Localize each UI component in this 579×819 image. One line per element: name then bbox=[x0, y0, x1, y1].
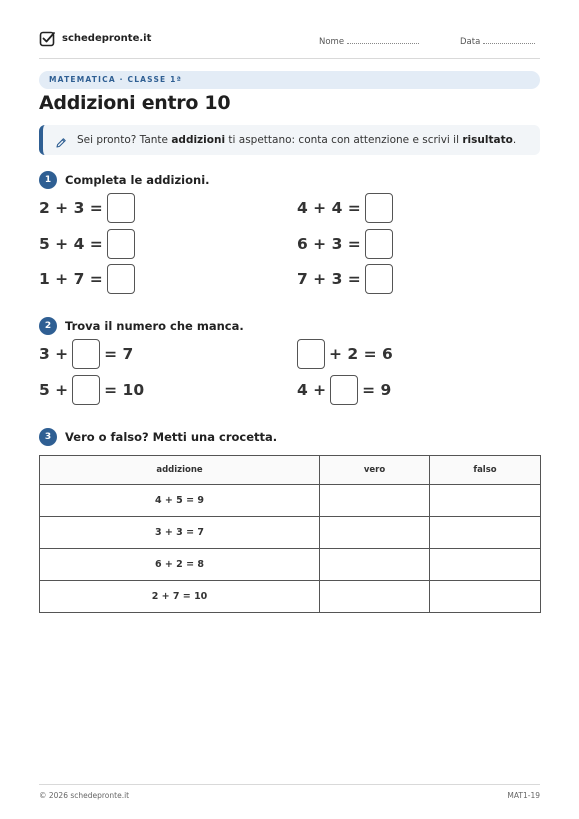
equation-right: = 10 bbox=[104, 381, 145, 399]
answer-box[interactable] bbox=[107, 193, 135, 223]
equation-left: 3 + bbox=[39, 345, 69, 363]
note-text-part: Sei pronto? Tante bbox=[77, 134, 172, 146]
answer-box[interactable] bbox=[365, 264, 393, 294]
column-header-falso: falso bbox=[430, 456, 541, 485]
true-false-table bbox=[39, 455, 541, 613]
instruction-note bbox=[39, 125, 540, 155]
data-field[interactable] bbox=[460, 35, 535, 47]
pencil-icon bbox=[55, 134, 67, 153]
addition-item bbox=[39, 193, 135, 223]
table-row bbox=[40, 517, 541, 549]
falso-cell[interactable] bbox=[430, 549, 541, 581]
footer-copyright: © 2026 schedepronte.it bbox=[39, 791, 130, 800]
footer-code: MAT1-19 bbox=[507, 791, 540, 800]
answer-box[interactable] bbox=[107, 264, 135, 294]
subject-label: MATEMATICA · CLASSE 1ª bbox=[49, 75, 183, 84]
column-header-addizione: addizione bbox=[40, 456, 320, 485]
missing-number-item bbox=[39, 339, 133, 369]
page-title: Addizioni entro 10 bbox=[39, 92, 231, 114]
table-header-row bbox=[40, 456, 541, 485]
nome-field[interactable] bbox=[319, 35, 419, 47]
subject-pill bbox=[39, 71, 540, 89]
addition-item bbox=[39, 264, 135, 294]
note-bold-addizioni: addizioni bbox=[171, 134, 226, 146]
note-bold-risultato: risultato bbox=[462, 134, 513, 146]
addition-item bbox=[297, 264, 393, 294]
answer-box[interactable] bbox=[330, 375, 358, 405]
addition-item bbox=[297, 193, 393, 223]
statement-cell: 3 + 3 = 7 bbox=[40, 517, 320, 549]
page-footer bbox=[39, 784, 540, 805]
falso-cell[interactable] bbox=[430, 485, 541, 517]
note-text-part: . bbox=[512, 134, 517, 146]
table-row bbox=[40, 549, 541, 581]
addition-item bbox=[39, 229, 135, 259]
equation-right: + 2 = 6 bbox=[329, 345, 393, 363]
falso-cell[interactable] bbox=[430, 517, 541, 549]
answer-box[interactable] bbox=[365, 229, 393, 259]
statement-cell: 2 + 7 = 10 bbox=[40, 581, 320, 613]
answer-box[interactable] bbox=[72, 339, 100, 369]
section-2-header bbox=[39, 317, 244, 335]
note-text-part: ti aspettano: conta con attenzione e scrivi il bbox=[225, 134, 463, 146]
section-title: Completa le addizioni. bbox=[65, 173, 210, 187]
addition-expression: 1 + 7 = bbox=[39, 270, 103, 288]
addition-item bbox=[297, 229, 393, 259]
missing-number-item bbox=[297, 339, 393, 369]
addition-expression: 4 + 4 = bbox=[297, 199, 361, 217]
nome-line[interactable] bbox=[347, 35, 419, 44]
data-line[interactable] bbox=[483, 35, 535, 44]
data-label: Data bbox=[460, 37, 481, 47]
vero-cell[interactable] bbox=[320, 517, 430, 549]
answer-box[interactable] bbox=[72, 375, 100, 405]
column-header-vero: vero bbox=[320, 456, 430, 485]
statement-cell: 6 + 2 = 8 bbox=[40, 549, 320, 581]
answer-box[interactable] bbox=[365, 193, 393, 223]
answer-box[interactable] bbox=[297, 339, 325, 369]
missing-number-item bbox=[39, 375, 144, 405]
addition-expression: 5 + 4 = bbox=[39, 235, 103, 253]
note-text bbox=[77, 134, 516, 146]
page-header bbox=[39, 30, 540, 59]
equation-right: = 9 bbox=[362, 381, 392, 399]
brand bbox=[39, 30, 151, 47]
section-1-header bbox=[39, 171, 210, 189]
addition-expression: 6 + 3 = bbox=[297, 235, 361, 253]
table-row bbox=[40, 485, 541, 517]
equation-left: 4 + bbox=[297, 381, 327, 399]
missing-number-item bbox=[297, 375, 391, 405]
falso-cell[interactable] bbox=[430, 581, 541, 613]
equation-right: = 7 bbox=[104, 345, 134, 363]
vero-cell[interactable] bbox=[320, 485, 430, 517]
answer-box[interactable] bbox=[107, 229, 135, 259]
checkbox-logo-icon bbox=[39, 30, 56, 47]
addition-expression: 7 + 3 = bbox=[297, 270, 361, 288]
section-number-badge: 3 bbox=[39, 428, 57, 446]
equation-left: 5 + bbox=[39, 381, 69, 399]
table-row bbox=[40, 581, 541, 613]
section-title: Vero o falso? Metti una crocetta. bbox=[65, 430, 278, 444]
worksheet-page bbox=[39, 0, 540, 819]
section-3-header bbox=[39, 428, 277, 446]
statement-cell: 4 + 5 = 9 bbox=[40, 485, 320, 517]
nome-label: Nome bbox=[319, 37, 345, 47]
addition-expression: 2 + 3 = bbox=[39, 199, 103, 217]
vero-cell[interactable] bbox=[320, 581, 430, 613]
section-title: Trova il numero che manca. bbox=[65, 319, 244, 333]
vero-cell[interactable] bbox=[320, 549, 430, 581]
brand-name: schedepronte.it bbox=[62, 33, 152, 44]
section-number-badge: 2 bbox=[39, 317, 57, 335]
section-number-badge: 1 bbox=[39, 171, 57, 189]
